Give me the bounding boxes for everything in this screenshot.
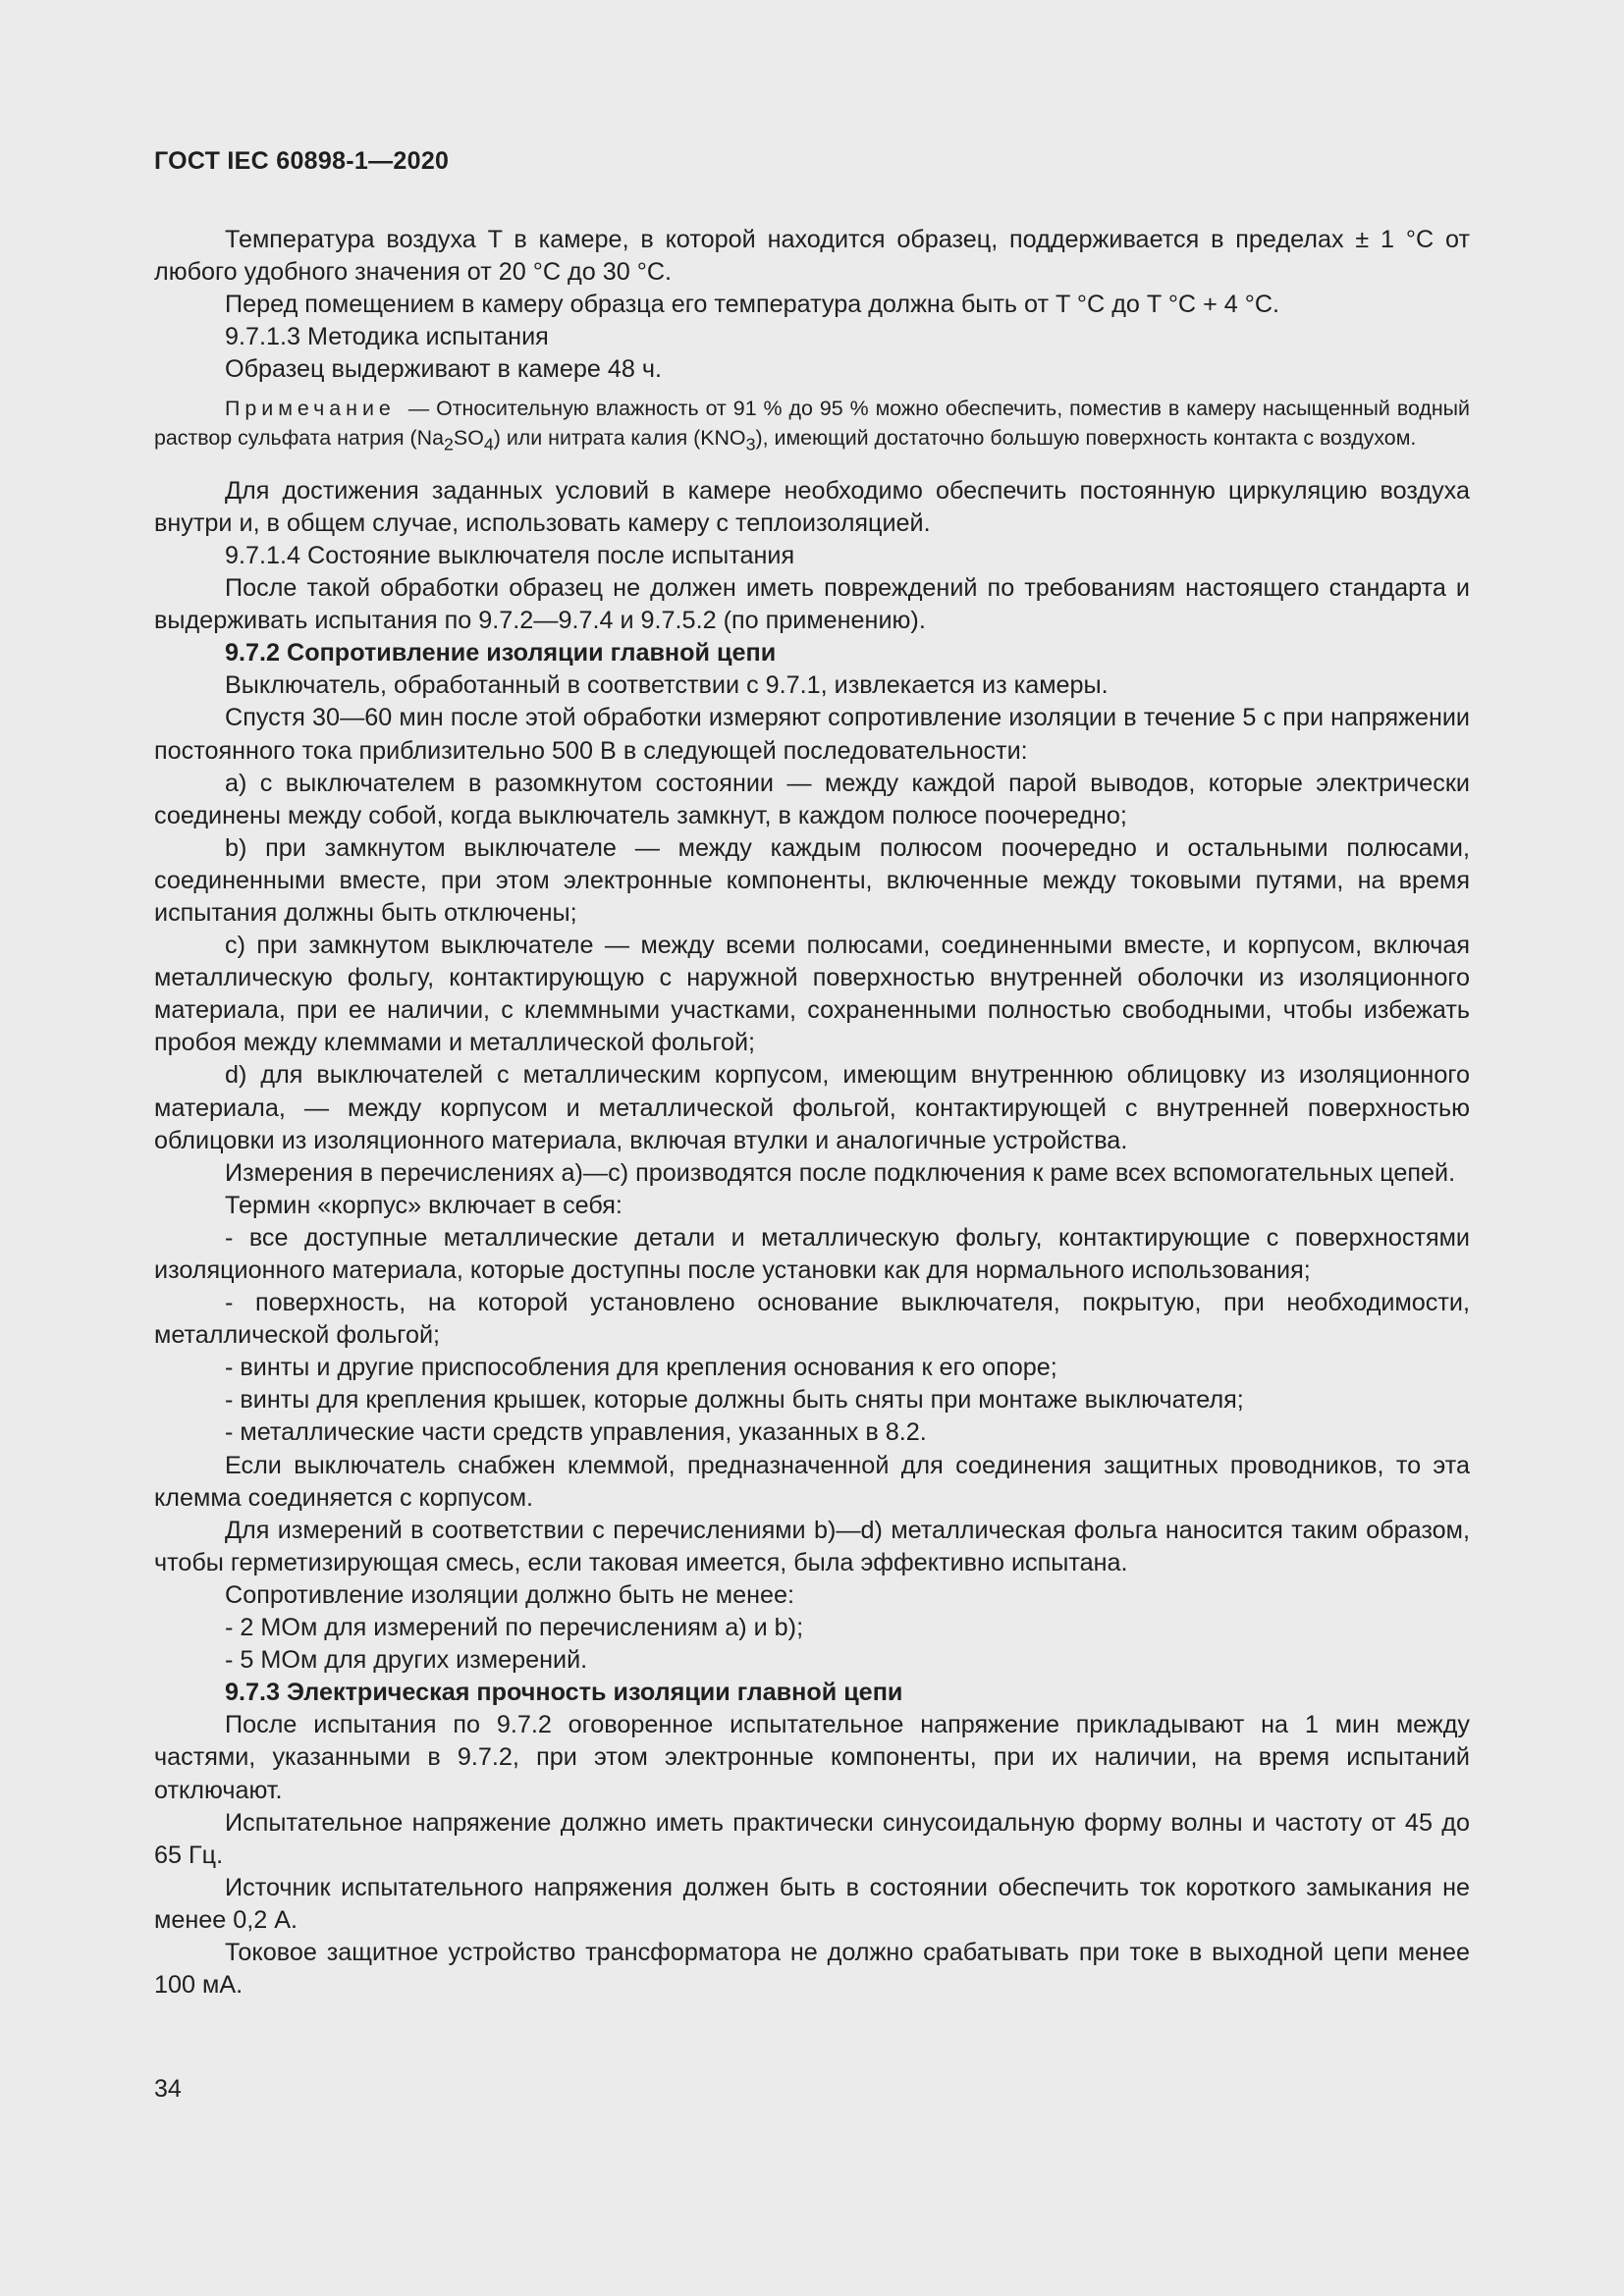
- paragraph: Если выключатель снабжен клеммой, предназначенной для соединения защитных проводников, то эта клемма соединяется с корпусом.: [154, 1451, 1470, 1512]
- note-label: Примечание: [225, 397, 396, 421]
- paragraph: Для достижения заданных условий в камере необходимо обеспечить постоянную циркуляцию воздуха внутри и, в общем случае, использовать камеру с теплоизоляцией.: [154, 476, 1470, 537]
- paragraph: Образец выдерживают в камере 48 ч.: [225, 355, 662, 384]
- list-item: - винты для крепления крышек, которые должны быть сняты при монтаже выключателя;: [225, 1386, 1244, 1415]
- list-item: - все доступные металлические детали и металлическую фольгу, контактирующие с поверхностями изоляционного материала, которые доступны после установки как для нормального использования;: [154, 1223, 1470, 1284]
- subscript: 4: [483, 434, 494, 454]
- subscript: 3: [745, 434, 756, 454]
- paragraph: Термин «корпус» включает в себя:: [225, 1191, 623, 1219]
- paragraph: Температура воздуха T в камере, в которой находится образец, поддерживается в пределах ± 1 °С от любого удобного значения от 20 °С до 30 °С.: [154, 226, 1470, 287]
- list-item: d) для выключателей с металлическим корпусом, имеющим внутреннюю облицовку из изоляционного материала, — между корпусом и металлической фольгой, контактирующей с внутренней поверхностью облицовки из изоляционного материала, включая втулки и аналогичные устройства.: [154, 1061, 1470, 1154]
- standard-header: ГОСТ IEC 60898-1—2020: [154, 147, 450, 175]
- paragraph: Для измерений в соответствии с перечислениями b)—d) металлическая фольга наносится таким образом, чтобы герметизирующая смесь, если таковая имеется, была эффективно испытана.: [154, 1516, 1470, 1576]
- paragraph: После такой обработки образец не должен иметь повреждений по требованиям настоящего стандарта и выдерживать испытания по 9.7.2—9.7.4 и 9.7.5.2 (по применению).: [154, 574, 1470, 635]
- list-item: - поверхность, на которой установлено основание выключателя, покрытую, при необходимости, металлической фольгой;: [154, 1289, 1470, 1350]
- list-item: - металлические части средств управления, указанных в 8.2.: [225, 1418, 927, 1447]
- list-item: a) с выключателем в разомкнутом состоянии — между каждой парой выводов, которые электрически соединены между собой, когда выключатель замкнут, в каждом полюсе поочередно;: [154, 769, 1470, 829]
- list-item: b) при замкнутом выключателе — между каждым полюсом поочередно и остальными полюсами, соединенными вместе, при этом электронные компоненты, включенные между токовыми путями, на время испытания должны быть отключены;: [154, 833, 1470, 927]
- note-text: ) или нитрата калия (KNO: [493, 426, 746, 451]
- list-item: - винты и другие приспособления для крепления основания к его опоре;: [225, 1354, 1057, 1382]
- subscript: 2: [444, 434, 454, 454]
- list-item: - 5 МОм для других измерений.: [225, 1646, 588, 1675]
- list-item: c) при замкнутом выключателе — между всеми полюсами, соединенными вместе, и корпусом, включая металлическую фольгу, контактирующую с наружной поверхностью внутренней оболочки из изоляционного материала, при ее наличии, с клеммными участками, сохраненными полностью свободными, чтобы избежать пробоя между клеммами и металлической фольгой;: [154, 932, 1470, 1057]
- note-dash: —: [407, 397, 430, 421]
- paragraph: После испытания по 9.7.2 оговоренное испытательное напряжение прикладывают на 1 мин между частями, указанными в 9.7.2, при этом электронные компоненты, при их наличии, на время испытаний отключают.: [154, 1711, 1470, 1804]
- note: [154, 394, 1470, 458]
- paragraph: Токовое защитное устройство трансформатора не должно срабатывать при токе в выходной цепи менее 100 мА.: [154, 1938, 1470, 2000]
- clause-heading: 9.7.1.4 Состояние выключателя после испытания: [225, 541, 795, 569]
- note-text: SO: [453, 426, 484, 451]
- page-content: [154, 224, 1470, 2002]
- note-text: ), имеющий достаточно большую поверхность контакта с воздухом.: [755, 426, 1417, 451]
- section-heading: 9.7.2 Сопротивление изоляции главной цепи: [225, 639, 777, 667]
- clause-heading: 9.7.1.3 Методика испытания: [225, 323, 549, 351]
- paragraph: Сопротивление изоляции должно быть не менее:: [225, 1580, 795, 1609]
- paragraph: Источник испытательного напряжения должен быть в состоянии обеспечить ток короткого замыкания не менее 0,2 А.: [154, 1873, 1470, 1934]
- paragraph: Перед помещением в камеру образца его температура должна быть от T °С до T °С + 4 °С.: [225, 291, 1280, 319]
- paragraph: Измерения в перечислениях a)—c) производятся после подключения к раме всех вспомогательных цепей.: [225, 1158, 1456, 1187]
- page-number: 34: [154, 2075, 182, 2103]
- note-text: Относительную влажность от 91 % до 95 % можно обеспечить, поместив в камеру насыщенный водный раствор сульфата натрия (Na: [154, 397, 1470, 451]
- paragraph: Выключатель, обработанный в соответствии с 9.7.1, извлекается из камеры.: [225, 671, 1109, 700]
- list-item: - 2 МОм для измерений по перечислениям a) и b);: [225, 1614, 804, 1642]
- paragraph: Испытательное напряжение должно иметь практически синусоидальную форму волны и частоту от 45 до 65 Гц.: [154, 1808, 1470, 1869]
- paragraph: Спустя 30—60 мин после этой обработки измеряют сопротивление изоляции в течение 5 с при напряжении постоянного тока приблизительно 500 В в следующей последовательности:: [154, 704, 1470, 765]
- section-heading: 9.7.3 Электрическая прочность изоляции главной цепи: [225, 1679, 903, 1707]
